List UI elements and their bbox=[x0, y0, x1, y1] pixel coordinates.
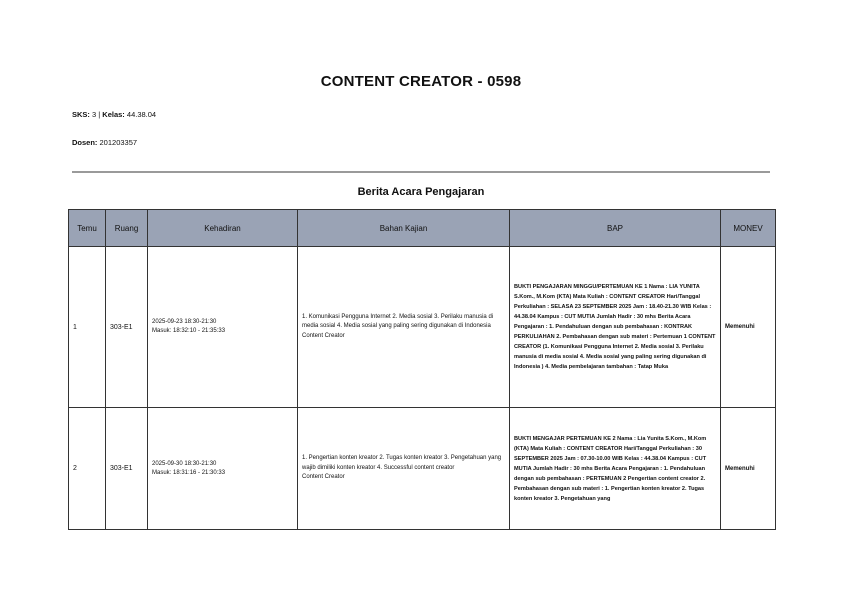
dosen-label: Dosen: bbox=[72, 138, 98, 147]
sks-value: 3 | bbox=[89, 110, 103, 119]
header-temu: Temu bbox=[69, 210, 106, 247]
table-row bbox=[69, 408, 776, 530]
header-bap: BAP bbox=[510, 210, 721, 247]
bahan-kajian-text: 1. Komunikasi Pengguna Internet 2. Media sosial 3. Perilaku manusia di media sosial 4. Media sosial yang paling sering digunakan di Indonesia bbox=[302, 313, 494, 330]
horizontal-divider bbox=[72, 171, 770, 173]
kehadiran-jadwal: 2025-09-23 18:30-21:30 bbox=[152, 319, 217, 325]
kehadiran-masuk: Masuk: 18:31:16 - 21:30:33 bbox=[152, 469, 226, 476]
cell-monev: Memenuhi bbox=[721, 408, 776, 530]
teaching-report-table bbox=[68, 209, 776, 530]
header-kehadiran: Kehadiran bbox=[148, 210, 298, 247]
section-title: Berita Acara Pengajaran bbox=[357, 186, 485, 198]
cell-temu: 2 bbox=[69, 408, 106, 530]
cell-bahan-kajian bbox=[298, 408, 510, 530]
kehadiran-jadwal: 2025-09-30 18:30-21:30 bbox=[152, 460, 217, 467]
bahan-kajian-course: Content Creator bbox=[302, 332, 345, 339]
table-row bbox=[69, 247, 776, 408]
header-bahan-kajian: Bahan Kajian bbox=[298, 210, 510, 247]
cell-kehadiran bbox=[148, 247, 298, 408]
bahan-kajian-text: 1. Pengertian konten kreator 2. Tugas konten kreator 3. Pengetahuan yang wajib dimiliki konten kreator 4. Successful content creator bbox=[302, 455, 502, 471]
cell-monev: Memenuhi bbox=[721, 247, 776, 408]
kelas-label: Kelas: bbox=[102, 110, 125, 119]
cell-bahan-kajian bbox=[298, 247, 510, 408]
cell-ruang: 303-E1 bbox=[106, 247, 148, 408]
cell-ruang: 303-E1 bbox=[106, 408, 148, 530]
page-title: CONTENT CREATOR - 0598 bbox=[320, 73, 522, 90]
cell-kehadiran bbox=[148, 408, 298, 530]
course-info bbox=[72, 110, 156, 119]
header-ruang: Ruang bbox=[106, 210, 148, 247]
dosen-value: 201203357 bbox=[97, 138, 138, 147]
cell-bap: BUKTI PENGAJARAN MINGGU/PERTEMUAN KE 1 Nama : LIA YUNITA S.Kom., M.Kom (KTA) Mata Kuliah : CONTENT CREATOR Hari/Tanggal Perkuliahan : SELASA 23 SEPTEMBER 2025 Jam : 18.40-21.30 WIB Kelas : 44.38.04 Kampus : CUT MUTIA Jumlah Hadir : 30 mhs Berita Acara Pengajaran : 1. Pendahuluan dengan sub pembahasan : KONTRAK PERKULIAHAN 2. Pembahasan dengan sub materi : Pertemuan 1 CONTENT CREATOR (1. Komunikasi Pengguna Internet 2. Media sosial 3. Perilaku manusia di media sosial 4. Media sosial yang paling sering digunakan di Indonesia ) 4. Media pembelajaran tambahan : Tatap Muka bbox=[510, 247, 721, 408]
cell-bap: BUKTI MENGAJAR PERTEMUAN KE 2 Nama : Lia Yunita S.Kom., M.Kom (KTA) Mata Kuliah : CONTENT CREATOR Hari/Tanggal Perkuliahan : 30 SEPTEMBER 2025 Jam : 07.30-10.00 WIB Kelas : 44.38.04 Kampus : CUT MUTIA Jumlah Hadir : 30 mhs Berita Acara Pengajaran : 1. Pendahuluan dengan sub pembahasan : PERTEMUAN 2 Pengertian content creator 2. Pembahasan dengan sub materi : 1. Pengertian konten kreator 2. Tugas konten kreator 3. Pengetahuan yang bbox=[510, 408, 721, 530]
lecturer-info bbox=[72, 138, 137, 147]
sks-label: SKS: bbox=[72, 110, 90, 119]
kelas-value: 44.38.04 bbox=[124, 110, 157, 119]
cell-temu: 1 bbox=[69, 247, 106, 408]
bahan-kajian-course: Content Creator bbox=[302, 474, 345, 481]
table-header-row bbox=[69, 210, 776, 247]
header-monev: MONEV bbox=[721, 210, 776, 247]
kehadiran-masuk: Masuk: 18:32:10 - 21:35:33 bbox=[152, 328, 226, 334]
